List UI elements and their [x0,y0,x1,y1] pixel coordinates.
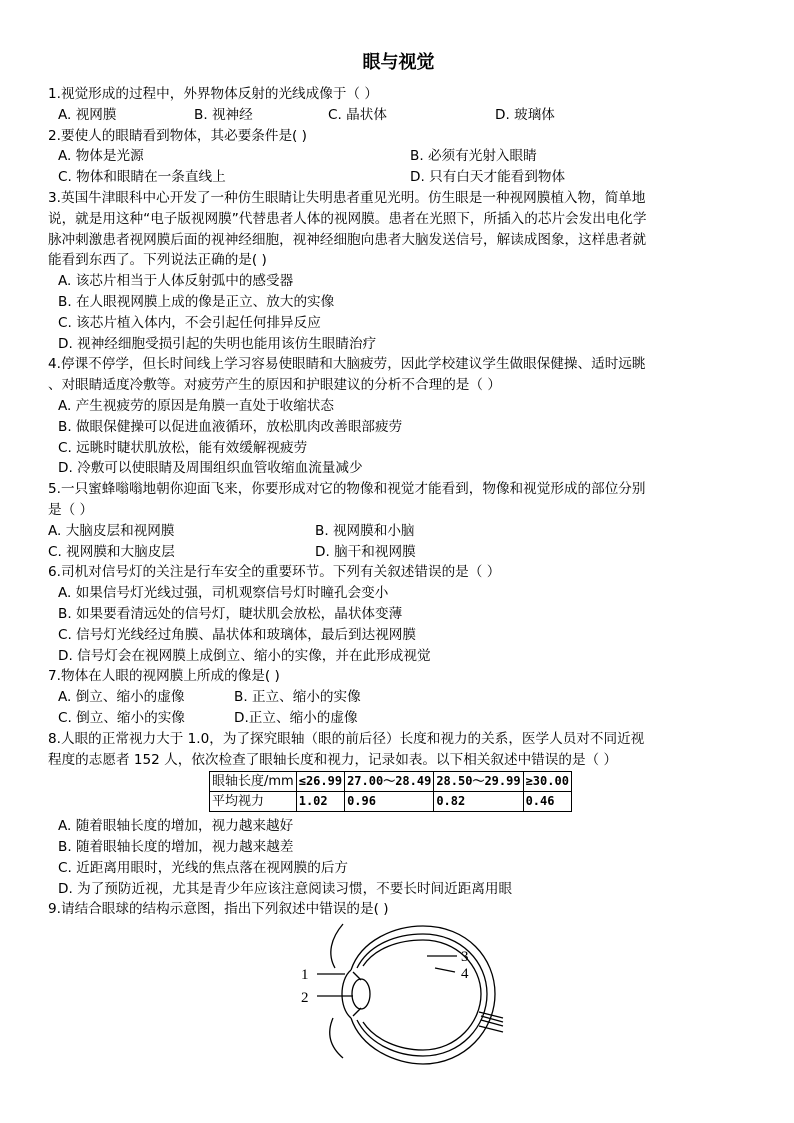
option-a: A. 大脑皮层和视网膜 [48,522,175,539]
lower-eyelid [330,1018,343,1058]
question-5 [46,479,751,562]
option-b: B. 在人眼视网膜上成的像是正立、放大的实像 [58,293,335,310]
eyeball-diagram [295,918,505,1068]
question-stem-line: 3.英国牛津眼科中心开发了一种仿生眼睛让失明患者重见光明。仿生眼是一种视网膜植入物，简单地 [48,189,646,206]
table-row [210,792,572,812]
option-c: C. 近距离用眼时，光线的焦点落在视网膜的后方 [58,859,349,876]
option-b: B. 如果要看清远处的信号灯，睫状肌会放松，晶状体变薄 [58,605,403,622]
option-c: C. 物体和眼睛在一条直线上 [58,169,226,186]
question-7 [46,666,751,728]
option-a: A. 倒立、缩小的虚像 [58,689,185,706]
question-stem-line: 是（ ） [48,501,94,518]
table-cell: 0.46 [523,792,571,812]
question-4 [46,354,751,479]
diagram-label-3: 3 [461,949,469,965]
option-c: C. 信号灯光线经过角膜、晶状体和玻璃体，最后到达视网膜 [58,626,416,643]
option-b: B. 做眼保健操可以促进血液循环，放松肌肉改善眼部疲劳 [58,418,403,435]
option-d: D.正立、缩小的虚像 [234,709,358,726]
option-d: D. 视神经细胞受损引起的失明也能用该仿生眼睛治疗 [58,335,377,352]
table-cell: ≥30.00 [523,772,571,792]
diagram-label-4: 4 [461,966,469,982]
table-cell: 眼轴长度/mm [210,772,297,792]
table-cell: 平均视力 [210,792,297,812]
table-cell: 28.50～29.99 [434,772,523,792]
diagram-label-1: 1 [301,967,309,983]
worksheet [46,50,751,920]
leader-line-4 [435,968,455,972]
option-a: A. 随着眼轴长度的增加，视力越来越好 [58,818,294,835]
options-row [46,167,751,188]
question-stem-line: 说，就是用这种“电子版视网膜”代替患者人体的视网膜。患者在光照下，所插入的芯片会发出电化学 [48,210,647,227]
option-a: A. 视网膜 [58,106,117,123]
option-b: B. 视神经 [194,106,253,123]
table-header-row [210,772,572,792]
question-3 [46,188,751,354]
question-stem-line: 4.停课不停学，但长时间线上学习容易使眼睛和大脑疲劳，因此学校建议学生做眼保健操、适时远眺 [48,356,646,373]
option-c: C. 该芯片植入体内，不会引起任何排异反应 [58,314,321,331]
question-stem: 1.视觉形成的过程中，外界物体反射的光线成像于（ ） [48,86,378,102]
table-cell: 1.02 [296,792,344,812]
option-a: A. 如果信号灯光线过强，司机观察信号灯时瞳孔会变小 [58,585,389,602]
options-row [46,687,751,708]
question-6 [46,562,751,666]
option-d: D. 只有白天才能看到物体 [410,169,566,186]
option-b: B. 必须有光射入眼睛 [410,148,537,165]
option-b: B. 正立、缩小的实像 [234,689,361,706]
option-a: A. 产生视疲劳的原因是角膜一直处于收缩状态 [58,397,334,414]
option-d: D. 为了预防近视，尤其是青少年应该注意阅读习惯，不要长时间近距离用眼 [58,880,513,897]
sclera-outer [351,926,495,1064]
option-c: C. 倒立、缩小的实像 [58,709,185,726]
question-1 [46,84,751,126]
option-c: C. 视网膜和大脑皮层 [48,543,175,560]
cornea [342,970,351,1018]
optic-nerve-lower [479,1026,503,1032]
options-row [46,521,751,542]
table-cell: 0.96 [345,792,434,812]
option-d: D. 玻璃体 [495,106,555,123]
question-stem-line: 、对眼睛适度冷敷等。对疲劳产生的原因和护眼建议的分析不合理的是（ ） [48,377,501,394]
options-row [46,708,751,729]
question-2 [46,126,751,188]
question-stem-line: 8.人眼的正常视力大于 1.0，为了探究眼轴（眼的前后径）长度和视力的关系，医学人员对不同近视 [48,730,645,747]
table-cell: 27.00～28.49 [345,772,434,792]
upper-eyelid [331,924,343,968]
option-b: B. 随着眼轴长度的增加，视力越来越差 [58,839,294,856]
option-a: A. 物体是光源 [58,148,144,165]
question-stem: 9.请结合眼球的结构示意图，指出下列叙述中错误的是( ) [48,901,389,918]
question-stem-line: 能看到东西了。下列说法正确的是( ) [48,252,267,269]
option-b: B. 视网膜和小脑 [315,522,415,539]
question-stem: 7.物体在人眼的视网膜上所成的像是( ) [48,668,280,685]
question-stem-line: 程度的志愿者 152 人，依次检查了眼轴长度和视力，记录如表。以下相关叙述中错误的是（ ） [48,751,618,768]
question-8 [46,729,751,900]
option-c: C. 晶状体 [328,106,387,123]
option-d: D. 信号灯会在视网膜上成倒立、缩小的实像，并在此形成视觉 [58,647,431,664]
options-row [46,542,751,563]
option-d: D. 冷敷可以使眼睛及周围组织血管收缩血流量减少 [58,460,363,477]
question-stem: 2.要使人的眼睛看到物体，其必要条件是( ) [48,127,307,144]
table-cell: ≤26.99 [296,772,344,792]
diagram-label-2: 2 [301,990,309,1006]
table-cell: 0.82 [434,792,523,812]
options-row [46,105,751,126]
question-stem-line: 5.一只蜜蜂嗡嗡地朝你迎面飞来，你要形成对它的物像和视觉才能看到，物像和视觉形成的部位分别 [48,481,646,498]
question-stem-line: 脉冲刺激患者视网膜后面的视神经细胞，视神经细胞向患者大脑发送信号，解读成图象，这样患者就 [48,231,647,248]
page-title: 眼与视觉 [362,52,435,73]
option-a: A. 该芯片相当于人体反射弧中的感受器 [58,273,294,290]
axial-length-table [209,771,572,812]
options-row [46,146,751,167]
option-c: C. 远眺时睫状肌放松，能有效缓解视疲劳 [58,439,308,456]
question-stem: 6.司机对信号灯的关注是行车安全的重要环节。下列有关叙述错误的是（ ） [48,564,501,581]
option-d: D. 脑干和视网膜 [315,543,416,560]
lens [352,979,370,1009]
